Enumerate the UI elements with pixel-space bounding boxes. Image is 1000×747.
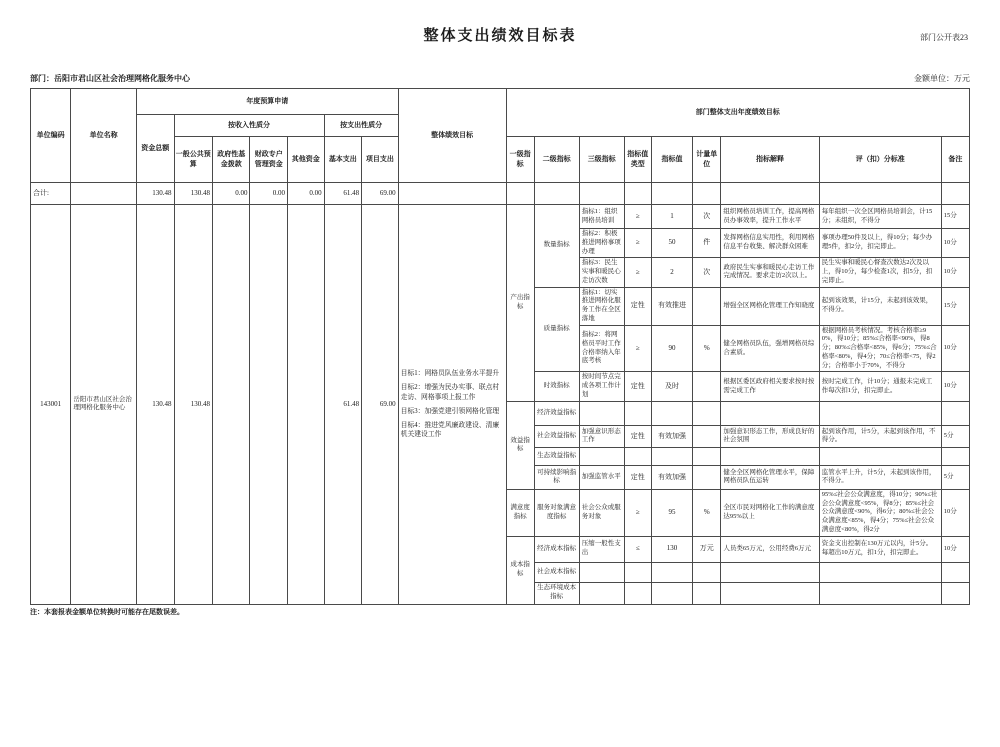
total-funds-cell: 130.48 xyxy=(136,183,174,205)
indicator-value-cell: 2 xyxy=(651,258,692,287)
unit-gov-fund-cell xyxy=(212,205,250,605)
remark-cell: 10分 xyxy=(941,536,969,562)
explanation-cell: 全区市民对网格化工作的满意度达95%以上 xyxy=(721,489,819,536)
indicator-value-cell: 1 xyxy=(651,205,692,229)
level3-indicator-cell: 指标3：民生实事和暖民心走访次数 xyxy=(579,258,624,287)
measure-unit-cell xyxy=(693,425,721,447)
explanation-cell xyxy=(721,582,819,604)
total-project-expenditure-cell: 69.00 xyxy=(362,183,399,205)
total-row xyxy=(31,183,970,205)
header-annual-budget-request: 年度预算申请 xyxy=(136,89,398,115)
total-blank-cell xyxy=(941,183,969,205)
measure-unit-cell: % xyxy=(693,489,721,536)
explanation-cell: 组织网格员培训工作，提高网格员办事效率，提升工作水平 xyxy=(721,205,819,229)
indicator-value-cell xyxy=(651,401,692,425)
total-general-budget-cell: 130.48 xyxy=(174,183,212,205)
level1-benefit-cell: 效益指标 xyxy=(506,401,534,489)
indicator-value-cell xyxy=(651,582,692,604)
total-blank-cell xyxy=(579,183,624,205)
header-value-type: 指标值类型 xyxy=(624,137,651,183)
explanation-cell: 健全网格员队伍，强增网格员综合素质。 xyxy=(721,325,819,372)
unit-code-cell: 143001 xyxy=(31,205,71,605)
level3-indicator-cell xyxy=(579,447,624,465)
header-measure-unit: 计量单位 xyxy=(693,137,721,183)
total-blank-cell xyxy=(721,183,819,205)
scoring-cell xyxy=(819,582,941,604)
measure-unit-cell xyxy=(693,465,721,489)
scoring-cell xyxy=(819,401,941,425)
value-type-cell xyxy=(624,401,651,425)
header-level1-indicator: 一级指标 xyxy=(506,137,534,183)
total-gov-fund-cell: 0.00 xyxy=(212,183,250,205)
explanation-cell: 根据区委区政府相关要求按时按需完成工作 xyxy=(721,372,819,401)
scoring-cell: 资金支出控制在130万元以内，计5分。每超出10万元，扣1分，扣完即止。 xyxy=(819,536,941,562)
remark-cell: 15分 xyxy=(941,205,969,229)
total-other-funds-cell: 0.00 xyxy=(287,183,324,205)
remark-cell xyxy=(941,562,969,582)
department-label: 部门：岳阳市君山区社会治理网格化服务中心 xyxy=(30,74,190,83)
value-type-cell: ≥ xyxy=(624,229,651,258)
header-unit-name: 单位名称 xyxy=(71,89,137,183)
total-basic-expenditure-cell: 61.48 xyxy=(324,183,362,205)
total-blank-cell xyxy=(506,183,534,205)
goal-line-4: 目标4：推进党风廉政建设、清廉机关建设工作 xyxy=(400,421,500,439)
scoring-cell: 起到该效果，计15分，未起到该效果，不得分。 xyxy=(819,287,941,325)
level2-social-cost-cell: 社会成本指标 xyxy=(534,562,579,582)
remark-cell: 10分 xyxy=(941,258,969,287)
header-overall-target: 整体绩效目标 xyxy=(398,89,506,183)
amount-unit-label: 金额单位：万元 xyxy=(914,74,970,83)
total-label-cell: 合计: xyxy=(31,183,71,205)
explanation-cell xyxy=(721,447,819,465)
indicator-value-cell: 有效加强 xyxy=(651,425,692,447)
indicator-value-cell: 130 xyxy=(651,536,692,562)
header-indicator-value: 指标值 xyxy=(651,137,692,183)
meta-line xyxy=(30,73,970,84)
level3-indicator-cell: 加强意识形态工作 xyxy=(579,425,624,447)
unit-other-funds-cell xyxy=(287,205,324,605)
indicator-value-cell: 90 xyxy=(651,325,692,372)
scoring-cell: 事项办理50件及以上，得10分；每少办理5件，扣2分，扣完即止。 xyxy=(819,229,941,258)
scoring-cell: 根据网格员考核情况。考核合格率≥90%，得10分；85%≤合格率<90%，得8分；80%≤合格率<85%，得6分；75%≤合格率<80%，得4分；70≤合格率<75，得2分；合格率小于70%，不得分 xyxy=(819,325,941,372)
remark-cell: 10分 xyxy=(941,372,969,401)
unit-basic-expenditure-cell: 61.48 xyxy=(324,205,362,605)
performance-target-table xyxy=(30,88,970,605)
level2-economic-benefit-cell: 经济效益指标 xyxy=(534,401,579,425)
value-type-cell: 定性 xyxy=(624,465,651,489)
level1-satisfaction-cell: 满意度指标 xyxy=(506,489,534,536)
page-title: 整体支出绩效目标表 xyxy=(423,28,577,44)
level2-ecological-benefit-cell: 生态效益指标 xyxy=(534,447,579,465)
indicator-value-cell: 95 xyxy=(651,489,692,536)
value-type-cell: ≥ xyxy=(624,258,651,287)
remark-cell: 5分 xyxy=(941,465,969,489)
measure-unit-cell: 万元 xyxy=(693,536,721,562)
level3-indicator-cell: 按时间节点完成各项工作计划 xyxy=(579,372,624,401)
explanation-cell: 健全全区网格化管理水平，保障网格员队伍运转 xyxy=(721,465,819,489)
level3-indicator-cell: 压缩一般性支出 xyxy=(579,536,624,562)
level2-service-satisfaction-cell: 服务对象满意度指标 xyxy=(534,489,579,536)
header-row xyxy=(31,89,970,115)
overall-goals-cell xyxy=(398,205,506,605)
measure-unit-cell xyxy=(693,372,721,401)
measure-unit-cell: % xyxy=(693,325,721,372)
total-fiscal-account-cell: 0.00 xyxy=(250,183,288,205)
remark-cell xyxy=(941,447,969,465)
value-type-cell: 定性 xyxy=(624,425,651,447)
total-goal-cell xyxy=(398,183,506,205)
header-level3-indicator: 三级指标 xyxy=(579,137,624,183)
explanation-cell: 发挥网格信息实用性，利用网格信息平台收集、解决群众困难 xyxy=(721,229,819,258)
indicator-value-cell: 有效推进 xyxy=(651,287,692,325)
corner-form-number: 部门公开表23 xyxy=(920,33,968,42)
header-basic-expenditure: 基本支出 xyxy=(324,137,362,183)
scoring-cell: 民生实事和暖民心督查次数达2次及以上，得10分，每少检查1次，扣5分，扣完即止。 xyxy=(819,258,941,287)
goal-line-2: 目标2：增强为民办实事、联点村走访、网格事项上报工作 xyxy=(400,384,500,401)
level3-indicator-cell xyxy=(579,562,624,582)
scoring-cell: 起到该作用，计5分，未起到该作用，不得分。 xyxy=(819,425,941,447)
header-by-income-nature: 按收入性质分 xyxy=(174,115,324,137)
header-project-expenditure: 项目支出 xyxy=(362,137,399,183)
total-name-cell xyxy=(71,183,137,205)
explanation-cell: 增强全区网格化管理工作知晓度 xyxy=(721,287,819,325)
header-level2-indicator: 二级指标 xyxy=(534,137,579,183)
header-total-funds: 资金总额 xyxy=(136,115,174,183)
header-by-expenditure-nature: 按支出性质分 xyxy=(324,115,398,137)
unit-project-expenditure-cell: 69.00 xyxy=(362,205,399,605)
level3-indicator-cell: 社会公众或服务对象 xyxy=(579,489,624,536)
level1-output-cell: 产出指标 xyxy=(506,205,534,402)
header-scoring-standard: 评（扣）分标准 xyxy=(819,137,941,183)
level2-timeliness-cell: 时效指标 xyxy=(534,372,579,401)
level2-eco-env-cost-cell: 生态环境成本指标 xyxy=(534,582,579,604)
level2-quality-cell: 质量指标 xyxy=(534,287,579,372)
unit-general-budget-cell: 130.48 xyxy=(174,205,212,605)
remark-cell xyxy=(941,582,969,604)
footnote: 注：本套报表金额单位转换时可能存在尾数误差。 xyxy=(30,607,184,616)
remark-cell: 10分 xyxy=(941,489,969,536)
scoring-cell: 监管水平上升，计5分，未起到该作用，不得分。 xyxy=(819,465,941,489)
remark-cell: 10分 xyxy=(941,325,969,372)
explanation-cell: 政府民生实事和暖民心走访工作完成情况。要求走访2次以上。 xyxy=(721,258,819,287)
total-blank-cell xyxy=(693,183,721,205)
indicator-value-cell xyxy=(651,447,692,465)
total-blank-cell xyxy=(624,183,651,205)
level2-social-benefit-cell: 社会效益指标 xyxy=(534,425,579,447)
unit-total-funds-cell: 130.48 xyxy=(136,205,174,605)
measure-unit-cell xyxy=(693,562,721,582)
unit-name-cell: 岳阳市君山区社会治理网格化服务中心 xyxy=(71,205,137,605)
header-remark: 备注 xyxy=(941,137,969,183)
value-type-cell: ≥ xyxy=(624,325,651,372)
explanation-cell: 加强意识形态工作，形成良好的社会氛围 xyxy=(721,425,819,447)
measure-unit-cell xyxy=(693,582,721,604)
indicator-row xyxy=(31,205,970,229)
value-type-cell xyxy=(624,447,651,465)
value-type-cell xyxy=(624,562,651,582)
indicator-value-cell xyxy=(651,562,692,582)
measure-unit-cell: 次 xyxy=(693,258,721,287)
value-type-cell: 定性 xyxy=(624,287,651,325)
remark-cell: 15分 xyxy=(941,287,969,325)
header-other-funds: 其他资金 xyxy=(287,137,324,183)
level1-cost-cell: 成本指标 xyxy=(506,536,534,604)
header-general-public-budget: 一般公共预算 xyxy=(174,137,212,183)
level3-indicator-cell: 指标1：切实推进网格化服务工作在全区落地 xyxy=(579,287,624,325)
explanation-cell xyxy=(721,562,819,582)
remark-cell: 10分 xyxy=(941,229,969,258)
measure-unit-cell: 件 xyxy=(693,229,721,258)
total-blank-cell xyxy=(651,183,692,205)
document-page xyxy=(0,24,1000,747)
measure-unit-cell xyxy=(693,287,721,325)
level2-sustainable-impact-cell: 可持续影响指标 xyxy=(534,465,579,489)
measure-unit-cell: 次 xyxy=(693,205,721,229)
total-blank-cell xyxy=(534,183,579,205)
indicator-value-cell: 50 xyxy=(651,229,692,258)
header-explanation: 指标解释 xyxy=(721,137,819,183)
measure-unit-cell xyxy=(693,447,721,465)
header-government-fund-grant: 政府性基金拨款 xyxy=(212,137,250,183)
level3-indicator-cell: 加强监管水平 xyxy=(579,465,624,489)
remark-cell: 5分 xyxy=(941,425,969,447)
scoring-cell xyxy=(819,562,941,582)
explanation-cell xyxy=(721,401,819,425)
indicator-value-cell: 有效加强 xyxy=(651,465,692,489)
level3-indicator-cell: 指标2：积极推进网格事项办理 xyxy=(579,229,624,258)
header-dept-annual-target: 部门整体支出年度绩效目标 xyxy=(506,89,969,137)
level3-indicator-cell xyxy=(579,582,624,604)
explanation-cell: 人员类65万元，公用经费6万元 xyxy=(721,536,819,562)
value-type-cell: ≥ xyxy=(624,489,651,536)
scoring-cell xyxy=(819,447,941,465)
measure-unit-cell xyxy=(693,401,721,425)
level3-indicator-cell xyxy=(579,401,624,425)
unit-fiscal-account-cell xyxy=(250,205,288,605)
remark-cell xyxy=(941,401,969,425)
value-type-cell: 定性 xyxy=(624,372,651,401)
level2-quantity-cell: 数量指标 xyxy=(534,205,579,288)
level3-indicator-cell: 指标1：组织网格员培训 xyxy=(579,205,624,229)
total-blank-cell xyxy=(819,183,941,205)
level3-indicator-cell: 指标2：将网格员平时工作合格率纳入年底考核 xyxy=(579,325,624,372)
scoring-cell: 95%≤社会公众满意度，得10分；90%≤社会公众满意度<95%，得8分；85%≤社会公众满意度<90%，得6分；80%≤社会公众满意度<85%，得4分；75%≤社会公众满意度<80%，得2分 xyxy=(819,489,941,536)
value-type-cell: ≤ xyxy=(624,536,651,562)
level2-economic-cost-cell: 经济成本指标 xyxy=(534,536,579,562)
value-type-cell: ≥ xyxy=(624,205,651,229)
indicator-value-cell: 及时 xyxy=(651,372,692,401)
goal-line-3: 目标3：加强党建引领网格化管理 xyxy=(400,407,500,415)
header-unit-code: 单位编码 xyxy=(31,89,71,183)
header-fiscal-special-account: 财政专户管理资金 xyxy=(250,137,288,183)
scoring-cell: 按时完成工作，计10分；通报未完成工作每次扣1分，扣完即止。 xyxy=(819,372,941,401)
value-type-cell xyxy=(624,582,651,604)
scoring-cell: 每年组织一次全区网格员培训会，计15分；未组织，不得分 xyxy=(819,205,941,229)
goal-line-1: 目标1：网格员队伍业务水平提升 xyxy=(400,370,500,378)
